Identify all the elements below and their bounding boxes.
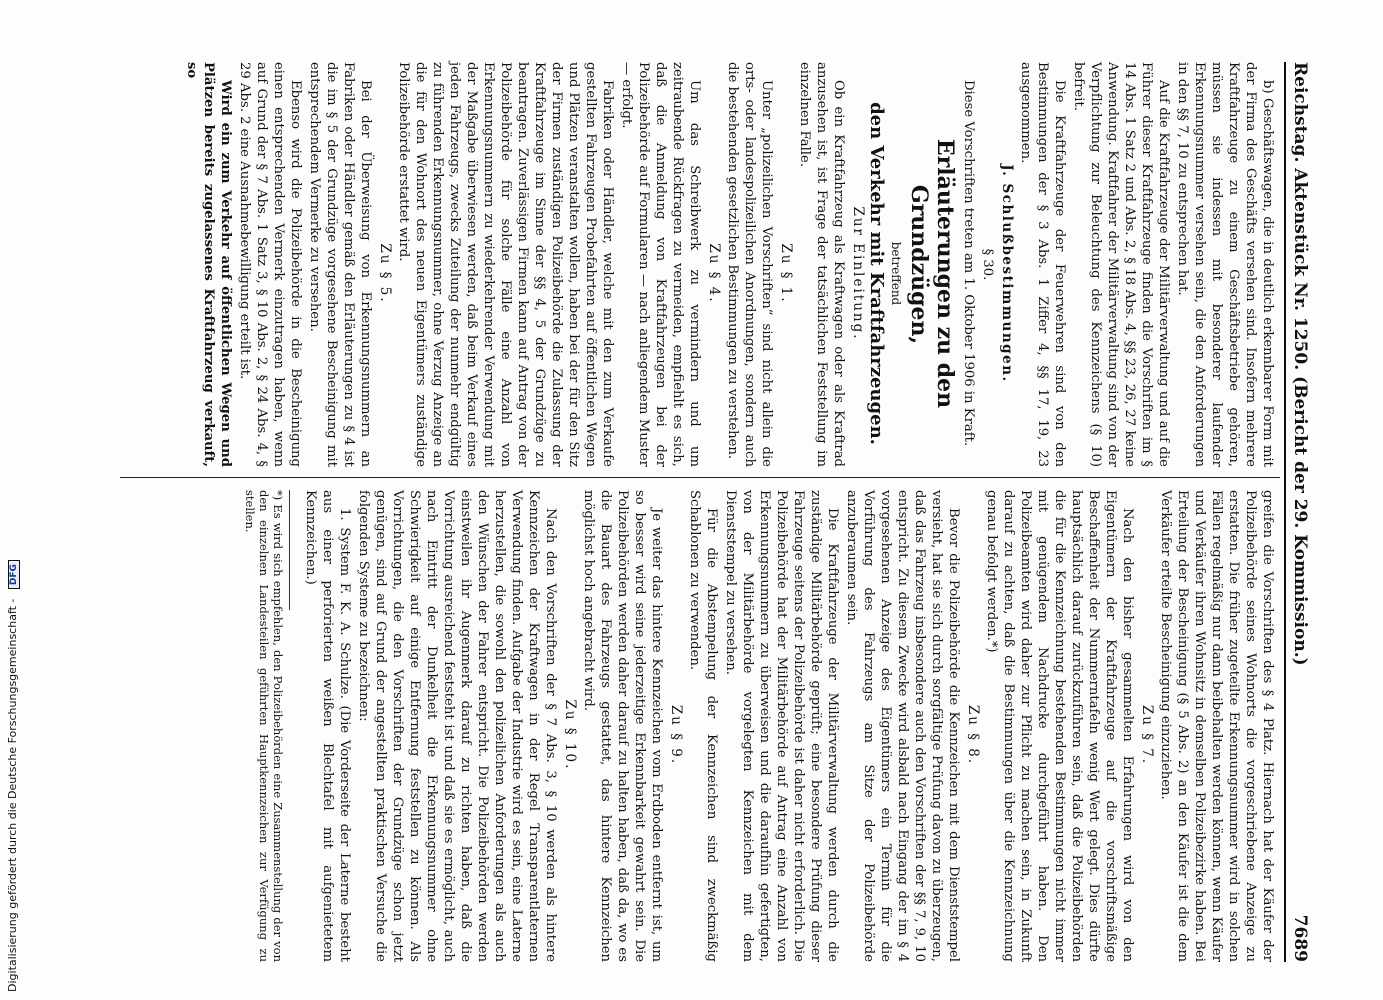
paragraph-zu-5-b: Ebenso wird die Polizeibehörde in die Bescheinigung einen entsprechenden Vermerk einzutragen haben, wenn auf Grund der § 7 Abs. 1 Satz 3, § 10 Abs. 2, § 24 Abs. 4, § 29 Abs. 2 eine Ausnahmebewilligung erteilt ist.: [237, 62, 303, 467]
paragraph-inkraft: Diese Vorschriften treten am 1. Oktober 1906 in Kraft.: [961, 80, 976, 447]
caption-text: Digitalisierung gefördert durch die Deutsche Forschungsgemeinschaft -: [6, 598, 19, 992]
paragraph-zu-1: Unter „polizeilichen Vorschriften“ sind nicht allein die orts- oder landespolizeilichen Anordnungen, sondern auch die bestehenden gesetzlichen Bestimmungen zu verstehen.: [725, 62, 774, 467]
paragraph-zu-10-list: 1. System F. K. A. Schulze. (Die Vorderseite der Laterne besteht aus einer perforierten weißen Blechtafel mit aufgenietetem Kennzeichen.): [303, 490, 352, 962]
paragraph-number-30: § 30.: [980, 248, 995, 281]
header-title: Reichstag. Aktenstück Nr. 1250. (Bericht der 29. Kommission.): [1290, 62, 1310, 666]
left-column: [181, 62, 1276, 467]
heading-zu-1: Zu § 1.: [778, 243, 794, 304]
heading-zu-8: Zu § 8.: [965, 704, 981, 766]
heading-zu-10: Zu § 10.: [562, 699, 578, 771]
paragraph-fire: Die Kraftfahrzeuge der Feuerwehren sind von den Bestimmungen der § 3 Abs. 1 Ziffer 4, §§ 17, 19, 23 ausgenommen.: [1018, 62, 1067, 467]
running-header: [1284, 62, 1310, 962]
paragraph-zu-7: Nach den bisher gesammelten Erfahrungen wird von den Eigentümern der Kraftfahrzeuge auf die vorschriftsmäßige Beschaffenheit der Nummerntafeln wenig Wert gelegt. Dies dürfte hauptsächlich darauf zurückzuführen sein, daß die Polizeibehörden die für die Kennzeichnung bestehenden Bestimmungen nicht immer mit genügendem Nachdrucke durchgeführt haben. Den Polizeibeamten wird daher zur Pflicht zu machen sein, in Zukunft darauf zu achten, daß die Bestimmungen über die Kennzeichnung genau befolgt werden.*): [984, 490, 1135, 962]
paragraph-einleitung: Ob ein Kraftfahrzeug als Kraftwagen oder als Kraftrad anzusehen ist, ist Frage der tatsächlichen Feststellung im einzelnen Falle.: [797, 62, 846, 467]
item-b: b) Geschäftswagen, die in deutlich erkennbarer Form mit der Firma des Geschäfts versehen sind. Insofern mehrere Kraftfahrzeuge zu einem Geschäftsbetriebe gehören, müssen sie indessen mit besonderer laufender Erkennungsnummer versehen sein, die den Anforderungen in den §§ 7, 10 zu entsprechen hat.: [1175, 62, 1275, 467]
page-number: 7689: [1290, 914, 1310, 962]
paragraph-zu-5-c: Wird ein zum Verkehr auf öffentlichen Wegen und Plätzen bereits zugelassenes Kraftfahrzeug verkauft, so: [184, 62, 233, 467]
heading-zu-9: Zu § 9.: [668, 704, 684, 766]
title-subject: den Verkehr mit Kraftfahrzeugen.: [866, 102, 887, 445]
paragraph-military: Auf die Kraftfahrzeuge der Militärverwaltung und auf die Führer dieser Kraftfahrzeuge finden die Vorschriften im § 14 Abs. 1 Satz 2 und Abs. 2, § 18 Abs. 4, §§ 23, 26, 27 keine Anwendung. Kraftfahrer der Militärverwaltung sind von der Verpflichtung zur Beleuchtung des Kennzeichens (§ 10) befreit.: [1071, 62, 1171, 467]
rotated-page-content: [80, 62, 1310, 962]
paragraph-zu-9: Je weiter das hintere Kennzeichen vom Erdboden entfernt ist, um so besser wird seine jederzeitige Erkennbarkeit gewahrt sein. Die Polizeibehörden werden daher darauf zu halten haben, daß da, wo es die Bauart des Fahrzeugs gestattet, das hintere Kennzeichen möglichst hoch angebracht wird.: [581, 490, 664, 962]
paragraph-zu-8-a: Bevor die Polizeibehörde die Kennzeichen mit dem Dienststempel versieht, hat sie sich durch sorgfältige Prüfung davon zu überzeugen, daß das Fahrzeug insbesondere auch den Vorschriften der §§ 7, 9, 10 entspricht. Zu diesem Zwecke wird alsbald nach Eingang der im § 4 vorgesehenen Anzeige des Eigentümers ein Termin für die Vorführung des Fahrzeugs am Sitze der Polizeibehörde anzuberaumen sein.: [844, 490, 961, 962]
paragraph-zu-5-a: Bei der Überweisung von Erkennungsnummern an Fabriken oder Händler gemäß den Erläuterungen zu § 4 ist die im § 5 der Grundzüge vorgesehene Bescheinigung mit entsprechendem Vermerke zu versehen.: [307, 62, 373, 467]
heading-zu-5: Zu § 5.: [377, 243, 393, 304]
heading-zu-4: Zu § 4.: [706, 243, 722, 304]
heading-einleitung: Zur Einleitung.: [850, 206, 866, 341]
paragraph-zu-4-b: Fabriken oder Händler, welche mit den zum Verkaufe gestellten Fahrzeugen Probefahrten auf öffentlichen Wegen und Plätzen veranstalten wollen, haben bei der für den Sitz der Firmen zuständigen Polizeibehörde die Zulassung der Kraftfahrzeuge im Sinne der §§ 4, 5 der Grundzüge zu beantragen. Zuverlässigen Firmen kann auf Antrag von der Polizeibehörde für solche Fälle eine Anzahl von Erkennungsnummern zu wiederkehrender Verwendung mit der Maßgabe überwiesen werden, daß beim Verkauf eines jeden Fahrzeugs, zwecks Zuteilung der nunmehr endgültig zu führenden Erkennungsnummer, ohne Verzug Anzeige an die für den Wohnort des neuen Eigentümers zuständige Polizeibehörde erstattet wird.: [396, 62, 615, 467]
footnote: [243, 490, 290, 962]
header-rule: [1284, 62, 1286, 962]
paragraph-continued: greifen die Vorschriften des § 4 Platz. Hiernach hat der Käufer der Polizeibehörde seines Wohnorts die vorgeschriebene Anzeige zu erstatten. Die früher zugeteilte Erkennungsnummer wird in solchen Fällen regelmäßig nur dann beibehalten werden können, wenn Käufer und Verkäufer ihren Wohnsitz in demselben Polizeibezirke haben. Bei Erteilung der Bescheinigung (§ 5 Abs. 2) an den Käufer ist die dem Verkäufer erteilte Bescheinigung einzuziehen.: [1158, 490, 1275, 962]
paragraph-zu-4-a: Um das Schreibwerk zu vermindern und um zeitraubende Rückfragen zu vermeiden, empfiehlt es sich, daß die Anmeldung von Kraftfahrzeugen bei der Polizeibehörde auf Formularen — nach anliegendem Muster — erfolgt.: [619, 62, 702, 467]
paragraph-zu-8-b: Die Kraftfahrzeuge der Militärverwaltung werden durch die zuständige Militärbehörde geprüft; eine besondere Prüfung dieser Fahrzeuge seitens der Polizeibehörde ist daher nicht erforderlich. Die Polizeibehörde hat der Militärbehörde auf Antrag eine Anzahl von Erkennungsnummern zu überweisen und die daraufhin gefertigten, von der Militärbehörde vorgelegten Kennzeichen mit dem Dienststempel zu versehen.: [723, 490, 840, 962]
column-divider: [120, 477, 1280, 478]
document-title: Erläuterungen zu den Grundzügen,: [906, 138, 958, 409]
section-heading-schluss: J. Schlußbestimmungen.: [999, 164, 1015, 383]
paragraph-zu-8-c: Für die Abstempelung der Kennzeichen sind zweckmäßig Schablonen zu verwenden.: [687, 490, 719, 962]
heading-zu-7: Zu § 7.: [1139, 704, 1155, 766]
dfg-logo: DFG: [8, 560, 20, 589]
footnote-rule: [289, 490, 290, 610]
right-column: [243, 490, 1276, 962]
digitization-caption: [6, 560, 20, 992]
title-betreffend: betreffend: [889, 241, 903, 306]
footnote-text: *) Es wird sich empfehlen, den Polizeibehörden eine Zusammenstellung der von den einzelnen Landesteilen geführten Hauptkennzeichen zur Verfügung zu stellen.: [243, 490, 285, 962]
paragraph-zu-10-a: Nach den Vorschriften der § 7 Abs. 3, § 10 werden als hintere Kennzeichen der Kraftwagen in der Regel Transparentlaternen Verwendung finden. Aufgabe der Industrie wird es sein, eine Laterne herzustellen, die sowohl den polizeilichen Anforderungen als auch den Wünschen der Fahrer entspricht. Die Polizeibehörden werden einstweilen ihr Augenmerk darauf zu richten haben, daß die Vorrichtung ausreichend feststeht ist und daß sie es ermöglicht, auch nach Eintritt der Dunkelheit die Erkennungsnummer ohne Schwierigkeit auf einige Entfernung feststellen zu können. Als Vorrichtungen, die den Vorschriften der Grundzüge schon jetzt genügen, sind auf Grund der angestellten praktischen Versuche die folgenden Systeme zu bezeichnen:: [356, 490, 558, 962]
